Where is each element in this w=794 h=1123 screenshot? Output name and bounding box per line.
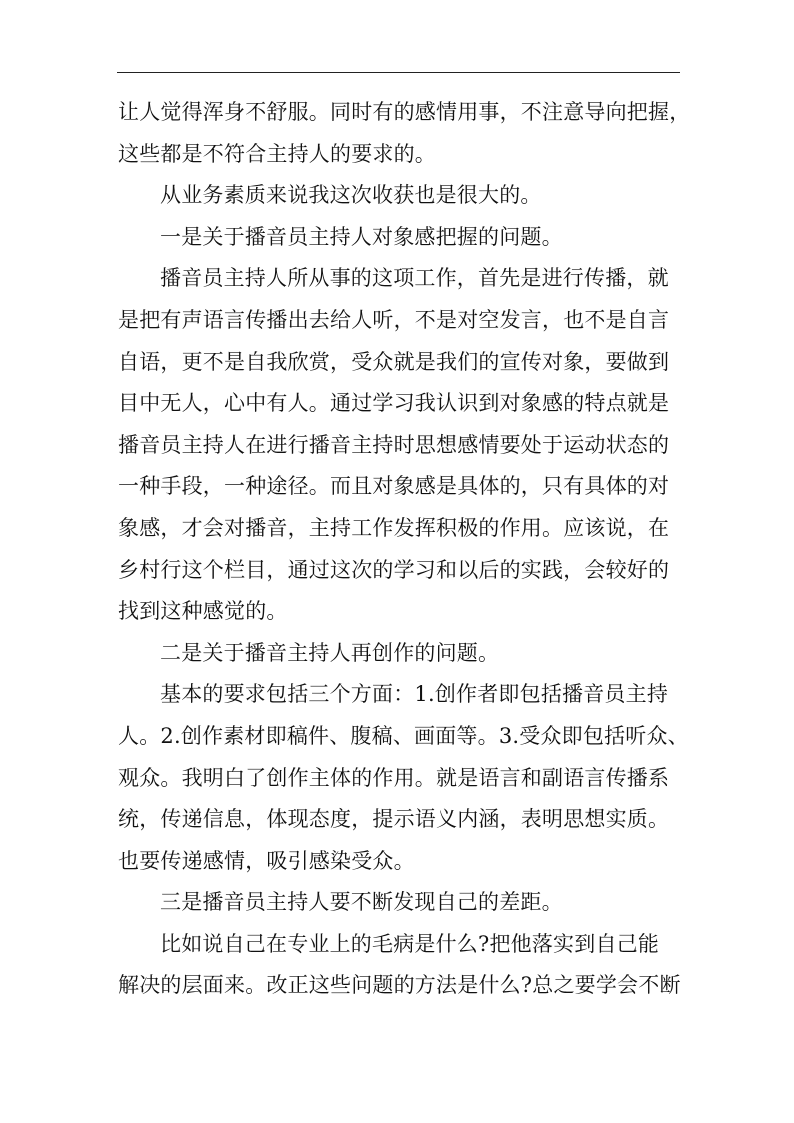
text-line: 这些都是不符合主持人的要求的。 <box>118 141 436 166</box>
text-line: 也要传递感情，吸引感染受众。 <box>118 848 415 873</box>
text-line: 一种手段，一种途径。而且对象感是具体的，只有具体的对 <box>118 474 670 499</box>
paragraph-start: 二是关于播音主持人再创作的问题。 <box>160 640 500 665</box>
paragraph-start: 三是播音员主持人要不断发现自己的差距。 <box>160 890 563 915</box>
text-line: 找到这种感觉的。 <box>118 599 288 624</box>
text-line: 目中无人，心中有人。通过学习我认识到对象感的特点就是 <box>118 391 670 416</box>
text-line: 象感，才会对播音，主持工作发挥积极的作用。应该说，在 <box>118 515 670 540</box>
text-line: 统，传递信息，体现态度，提示语义内涵，表明思想实质。 <box>118 807 670 832</box>
paragraph-start: 基本的要求包括三个方面：1.创作者即包括播音员主持 <box>160 682 669 707</box>
document-body <box>118 92 691 1007</box>
paragraph-start: 比如说自己在专业上的毛病是什么?把他落实到自己能 <box>160 931 660 956</box>
paragraph-start: 一是关于播音员主持人对象感把握的问题。 <box>160 224 563 249</box>
text-line: 播音员主持人在进行播音主持时思想感情要处于运动状态的 <box>118 432 670 457</box>
text-line: 让人觉得浑身不舒服。同时有的感情用事，不注意导向把握， <box>118 100 691 124</box>
text-line: 自语，更不是自我欣赏，受众就是我们的宣传对象，要做到 <box>118 349 670 374</box>
paragraph-start: 从业务素质来说我这次收获也是很大的。 <box>160 183 542 208</box>
text-line: 观众。我明白了创作主体的作用。就是语言和副语言传播系 <box>118 765 670 790</box>
text-line: 人。2.创作素材即稿件、腹稿、画面等。3.受众即包括听众、 <box>118 723 689 748</box>
text-line: 乡村行这个栏目，通过这次的学习和以后的实践，会较好的 <box>118 557 670 582</box>
paragraph-start: 播音员主持人所从事的这项工作，首先是进行传播，就 <box>160 266 669 291</box>
text-line: 是把有声语言传播出去给人听，不是对空发言，也不是自言 <box>118 307 670 332</box>
text-line: 解决的层面来。改正这些问题的方法是什么?总之要学会不断 <box>118 973 681 998</box>
header-rule <box>117 72 680 73</box>
